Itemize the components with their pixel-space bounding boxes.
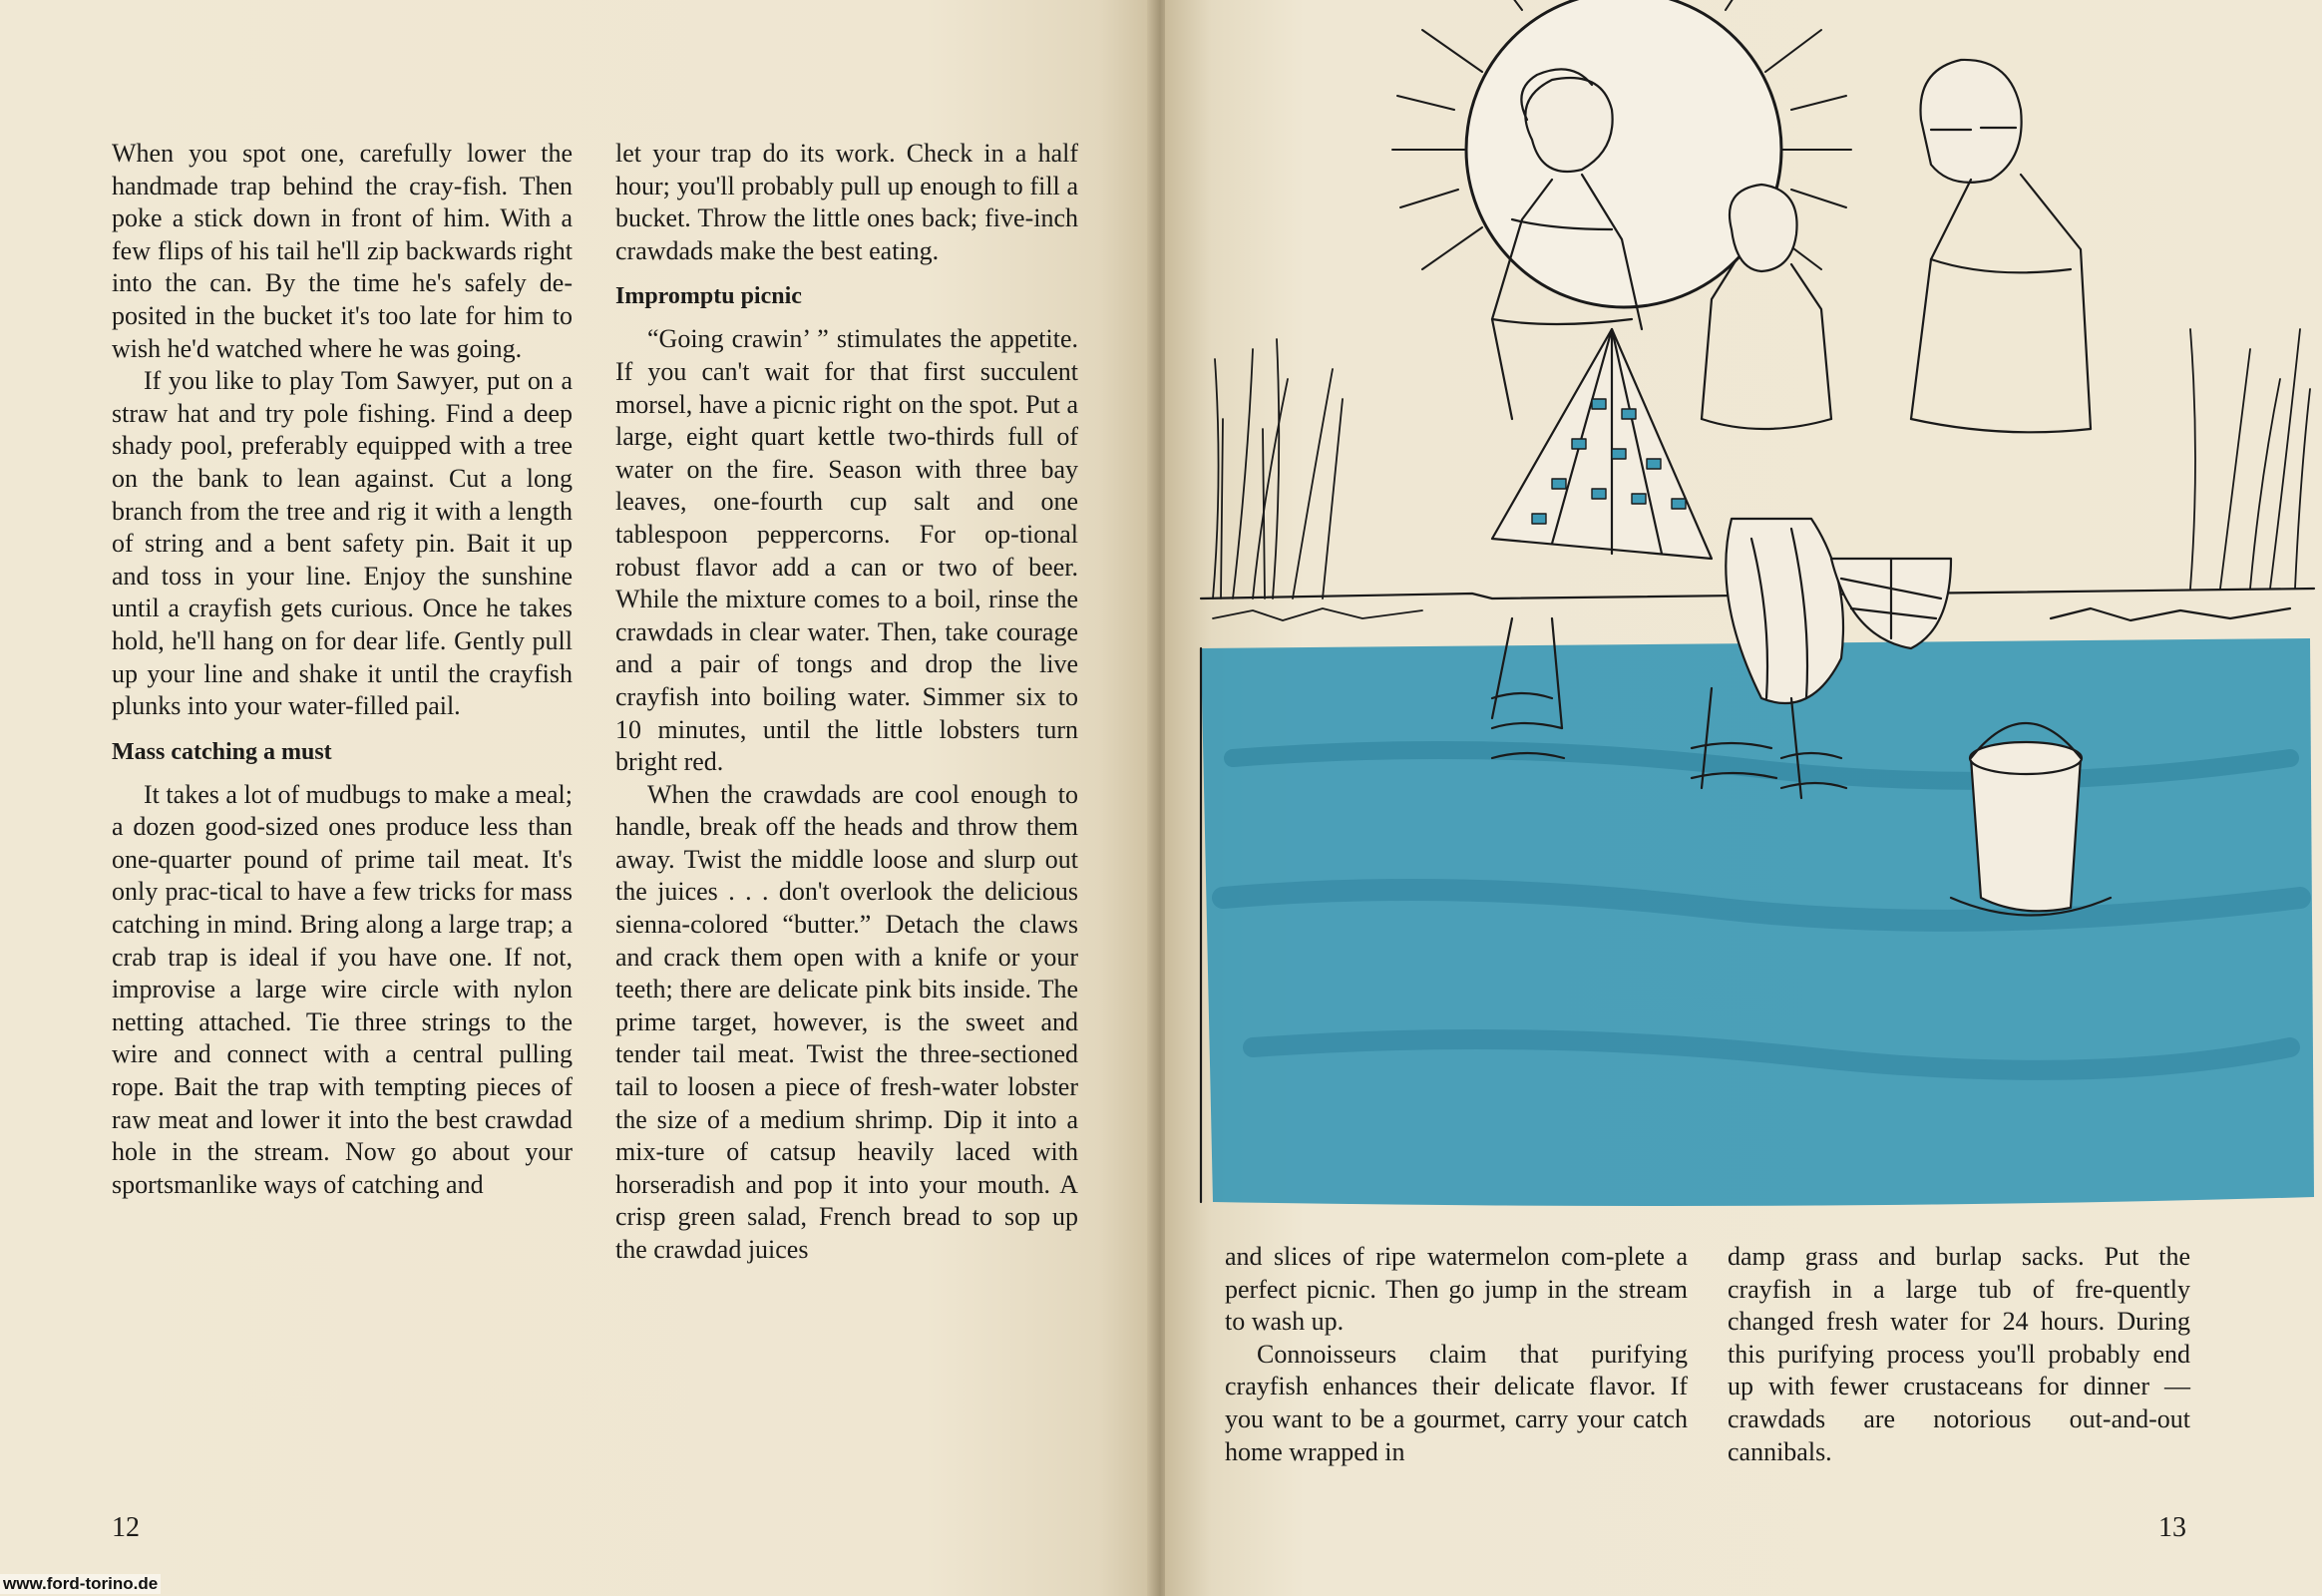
- page-number: 12: [112, 1512, 140, 1543]
- website-watermark: www.ford-torino.de: [0, 1574, 161, 1594]
- paragraph: It takes a lot of mudbugs to make a meal; a dozen good-sized ones produce less than one-quarter pound of prime tail meat. It's only prac-tical to have a few tricks for mass catching in mind. Bring along a large trap; a crab trap is ideal if you have one. If not, improvise a large wire circle with nylon netting attached. Tie three strings to the wire and connect with a central pulling rope. Bait the trap with tempting pieces of raw meat and lower it into the best crawdad hole in the stream. Now go about your sportsmanlike ways of catching and: [112, 779, 573, 1199]
- reeds-right: [2190, 329, 2310, 589]
- paragraph: When the crawdads are cool enough to handle, break off the heads and throw them away. Twist the middle loose and slurp out the juices . . . don't overlook the delicious sienna-colored “butter.” Detach the claws and crack them open with a knife or your teeth; there are delicate pink bits inside. The prime target, however, is the sweet and tender tail meat. Twist the three-sectioned tail to loosen a piece of fresh-water lobster the size of a medium shrimp. Dip it into a mix-ture of catsup heavily laced with horseradish and pop it into your mouth. A crisp green salad, French bread to sop up the crawdad juices: [615, 779, 1078, 1264]
- section-heading: Mass catching a must: [112, 738, 332, 765]
- paragraph: let your trap do its work. Check in a half hour; you'll probably pull up enough to fill a bucket. Throw the little ones back; five-inch crawdads make the best eating.: [615, 139, 1078, 265]
- cooking-pot: [1971, 758, 2081, 911]
- crayfishing-illustration: [1193, 0, 2322, 1217]
- page-number: 13: [2158, 1512, 2186, 1543]
- paragraph: and slices of ripe watermelon com-plete a perfect picnic. Then go jump in the stream to wash up.: [1225, 1242, 1688, 1337]
- right-column-2: [1728, 1241, 2190, 1468]
- paragraph: If you like to play Tom Sawyer, put on a straw hat and try pole fishing. Find a deep shady pool, preferably equipped with a tree on the bank to lean against. Cut a long branch from the tree and rig it with a length of string and a bent safety pin. Bait it up and toss in your line. Enjoy the sunshine until a crayfish gets curious. Once he takes hold, he'll hang on for dear life. Gently pull up your line and shake it until the crayfish plunks into your water-filled pail.: [112, 366, 573, 721]
- paragraph: damp grass and burlap sacks. Put the crayfish in a large tub of fre-quently changed fresh water for 24 hours. During this purifying process you'll probably end up with fewer crustaceans for dinner — crawdads are notorious out-and-out cannibals.: [1728, 1242, 2190, 1466]
- left-page: [0, 0, 1157, 1596]
- left-column-2: [615, 138, 1078, 1267]
- right-column-1: [1225, 1241, 1688, 1468]
- paragraph: Connoisseurs claim that purifying crayfish enhances their delicate flavor. If you want to be a gourmet, carry your catch home wrapped in: [1225, 1339, 1688, 1466]
- section-heading: Impromptu picnic: [615, 283, 802, 310]
- paragraph: “Going crawin’ ” stimulates the appetite. If you can't wait for that first succulent morsel, have a picnic right on the spot. Put a large, eight quart kettle two-thirds full of water on the fire. Season with three bay leaves, one-fourth cup salt and one tablespoon peppercorns. For op-tional robust flavor add a can or two of beer. While the mixture comes to a boil, rinse the crawdads in clear water. Then, take courage and a pair of tongs and drop the live crayfish into boiling water. Simmer six to 10 minutes, until the little lobsters turn bright red.: [615, 324, 1078, 777]
- reeds-left: [1213, 339, 1343, 598]
- left-column-1: [112, 138, 573, 1201]
- paragraph: When you spot one, carefully lower the handmade trap behind the cray-fish. Then poke a stick down in front of him. With a few flips of his tail he'll zip backwards right into the can. By the time he's safely de-posited in the bucket it's too late for him to wish he'd watched where he was going.: [112, 139, 573, 363]
